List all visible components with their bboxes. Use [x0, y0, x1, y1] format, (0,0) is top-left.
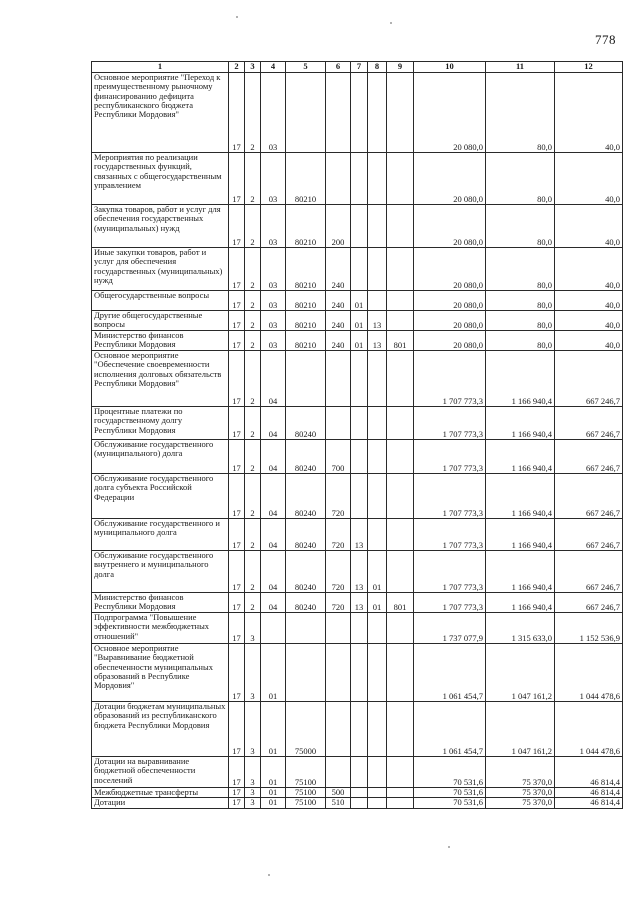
code-cell	[351, 153, 368, 205]
amount-cell: 80,0	[486, 248, 555, 291]
amount-cell: 1 737 077,9	[414, 613, 486, 644]
code-cell: 01	[368, 593, 387, 613]
row-name-cell: Дотации на выравнивание бюджетной обеспеченности поселений	[92, 757, 229, 788]
row-name-cell: Основное мероприятие "Выравнивание бюджетной обеспеченности муниципальных образований в Республике Мордовия"	[92, 644, 229, 702]
code-cell: 17	[229, 551, 245, 593]
row-name-cell: Мероприятия по реализации государственных функций, связанных с общегосударственным управлением	[92, 153, 229, 205]
amount-cell: 40,0	[555, 311, 623, 331]
code-cell: 720	[326, 519, 351, 551]
code-cell	[351, 474, 368, 519]
column-header: 4	[261, 62, 286, 73]
code-cell: 03	[261, 153, 286, 205]
row-name-cell: Основное мероприятие "Обеспечение своевременности исполнения долговых обязательств Республики Мордовия"	[92, 351, 229, 407]
code-cell: 17	[229, 613, 245, 644]
code-cell: 17	[229, 788, 245, 798]
code-cell	[387, 519, 414, 551]
code-cell	[286, 351, 326, 407]
code-cell	[351, 788, 368, 798]
code-cell	[368, 351, 387, 407]
row-name-cell: Процентные платежи по государственному долгу Республики Мордовия	[92, 407, 229, 440]
code-cell: 13	[351, 593, 368, 613]
code-cell: 80240	[286, 519, 326, 551]
code-cell	[387, 205, 414, 248]
code-cell	[326, 757, 351, 788]
amount-cell: 75 370,0	[486, 757, 555, 788]
code-cell: 17	[229, 153, 245, 205]
code-cell	[368, 474, 387, 519]
row-name-cell: Другие общегосударственные вопросы	[92, 311, 229, 331]
amount-cell: 1 166 940,4	[486, 593, 555, 613]
code-cell	[351, 757, 368, 788]
code-cell: 01	[261, 798, 286, 808]
amount-cell: 80,0	[486, 153, 555, 205]
amount-cell: 667 246,7	[555, 519, 623, 551]
code-cell: 03	[261, 248, 286, 291]
code-cell: 75100	[286, 798, 326, 808]
code-cell	[368, 798, 387, 808]
code-cell: 2	[245, 440, 261, 474]
amount-cell: 70 531,6	[414, 798, 486, 808]
code-cell: 75100	[286, 788, 326, 798]
code-cell	[387, 702, 414, 757]
code-cell	[326, 407, 351, 440]
amount-cell: 1 166 940,4	[486, 407, 555, 440]
code-cell	[351, 440, 368, 474]
code-cell: 13	[351, 551, 368, 593]
code-cell	[387, 757, 414, 788]
amount-cell: 75 370,0	[486, 798, 555, 808]
amount-cell: 1 152 536,9	[555, 613, 623, 644]
amount-cell: 46 814,4	[555, 757, 623, 788]
code-cell	[368, 613, 387, 644]
amount-cell: 1 166 940,4	[486, 519, 555, 551]
code-cell: 17	[229, 519, 245, 551]
code-cell: 03	[261, 291, 286, 311]
table-row	[92, 798, 623, 808]
page-number: 778	[595, 32, 616, 47]
row-name-cell: Закупка товаров, работ и услуг для обеспечения государственных (муниципальных) нужд	[92, 205, 229, 248]
column-header: 10	[414, 62, 486, 73]
amount-cell: 667 246,7	[555, 474, 623, 519]
code-cell	[368, 205, 387, 248]
amount-cell: 667 246,7	[555, 351, 623, 407]
column-header: 9	[387, 62, 414, 73]
code-cell	[326, 613, 351, 644]
code-cell	[387, 248, 414, 291]
table-row	[92, 407, 623, 440]
code-cell: 2	[245, 205, 261, 248]
code-cell	[368, 702, 387, 757]
code-cell: 2	[245, 291, 261, 311]
row-name-cell: Иные закупки товаров, работ и услуг для обеспечения государственных (муниципальных) нужд	[92, 248, 229, 291]
code-cell: 04	[261, 351, 286, 407]
amount-cell: 70 531,6	[414, 757, 486, 788]
amount-cell: 1 166 940,4	[486, 440, 555, 474]
amount-cell: 1 707 773,3	[414, 407, 486, 440]
code-cell: 01	[261, 644, 286, 702]
code-cell: 17	[229, 757, 245, 788]
amount-cell: 80,0	[486, 291, 555, 311]
table-row	[92, 291, 623, 311]
amount-cell: 20 080,0	[414, 331, 486, 351]
budget-table	[91, 61, 623, 809]
code-cell: 17	[229, 311, 245, 331]
code-cell: 80240	[286, 407, 326, 440]
table-row	[92, 519, 623, 551]
table-row	[92, 153, 623, 205]
code-cell: 04	[261, 407, 286, 440]
amount-cell: 667 246,7	[555, 407, 623, 440]
amount-cell: 1 707 773,3	[414, 474, 486, 519]
code-cell	[368, 407, 387, 440]
code-cell	[351, 702, 368, 757]
code-cell	[368, 153, 387, 205]
amount-cell: 20 080,0	[414, 73, 486, 153]
code-cell: 2	[245, 331, 261, 351]
table-row	[92, 551, 623, 593]
code-cell: 13	[368, 311, 387, 331]
code-cell: 80210	[286, 248, 326, 291]
code-cell: 17	[229, 248, 245, 291]
code-cell	[368, 788, 387, 798]
amount-cell: 1 707 773,3	[414, 593, 486, 613]
code-cell: 240	[326, 331, 351, 351]
code-cell: 80240	[286, 593, 326, 613]
code-cell: 80240	[286, 551, 326, 593]
code-cell	[368, 644, 387, 702]
code-cell	[368, 519, 387, 551]
column-header: 3	[245, 62, 261, 73]
column-header: 8	[368, 62, 387, 73]
code-cell: 17	[229, 798, 245, 808]
amount-cell: 20 080,0	[414, 205, 486, 248]
code-cell: 04	[261, 440, 286, 474]
code-cell: 04	[261, 519, 286, 551]
code-cell: 04	[261, 593, 286, 613]
row-name-cell: Дотации бюджетам муниципальных образований из республиканского бюджета Республики Мордовия	[92, 702, 229, 757]
code-cell	[351, 644, 368, 702]
code-cell: 2	[245, 407, 261, 440]
amount-cell: 20 080,0	[414, 153, 486, 205]
code-cell: 01	[351, 311, 368, 331]
amount-cell: 667 246,7	[555, 440, 623, 474]
amount-cell: 1 707 773,3	[414, 519, 486, 551]
code-cell: 240	[326, 248, 351, 291]
code-cell: 80210	[286, 311, 326, 331]
code-cell	[387, 474, 414, 519]
column-header: 6	[326, 62, 351, 73]
scan-speck	[236, 16, 238, 18]
amount-cell: 1 166 940,4	[486, 551, 555, 593]
amount-cell: 80,0	[486, 205, 555, 248]
code-cell	[351, 248, 368, 291]
code-cell	[387, 788, 414, 798]
code-cell: 200	[326, 205, 351, 248]
amount-cell: 1 707 773,3	[414, 440, 486, 474]
table-row	[92, 474, 623, 519]
amount-cell: 1 061 454,7	[414, 702, 486, 757]
code-cell	[387, 153, 414, 205]
column-header: 12	[555, 62, 623, 73]
code-cell: 17	[229, 351, 245, 407]
code-cell: 03	[261, 311, 286, 331]
table-row	[92, 593, 623, 613]
code-cell: 80210	[286, 291, 326, 311]
amount-cell: 1 166 940,4	[486, 351, 555, 407]
code-cell: 01	[368, 551, 387, 593]
table-row	[92, 311, 623, 331]
code-cell	[387, 407, 414, 440]
amount-cell: 20 080,0	[414, 291, 486, 311]
table-row	[92, 440, 623, 474]
code-cell	[387, 613, 414, 644]
table-row	[92, 248, 623, 291]
amount-cell: 70 531,6	[414, 788, 486, 798]
code-cell: 2	[245, 311, 261, 331]
code-cell: 17	[229, 593, 245, 613]
table-row	[92, 351, 623, 407]
code-cell	[326, 73, 351, 153]
scan-speck	[390, 22, 392, 24]
code-cell: 80210	[286, 205, 326, 248]
row-name-cell: Основное мероприятие "Переход к преимущественному рыночному финансированию дефицита республиканского бюджета Республики Мордовия"	[92, 73, 229, 153]
code-cell: 01	[261, 702, 286, 757]
code-cell: 17	[229, 644, 245, 702]
code-cell	[387, 73, 414, 153]
code-cell	[351, 798, 368, 808]
row-name-cell: Министерство финансов Республики Мордовия	[92, 593, 229, 613]
code-cell: 17	[229, 73, 245, 153]
code-cell	[326, 644, 351, 702]
table-row	[92, 757, 623, 788]
code-cell: 2	[245, 593, 261, 613]
row-name-cell: Министерство финансов Республики Мордовия	[92, 331, 229, 351]
code-cell	[368, 440, 387, 474]
table-row	[92, 73, 623, 153]
code-cell	[351, 351, 368, 407]
code-cell: 2	[245, 474, 261, 519]
amount-cell: 1 707 773,3	[414, 551, 486, 593]
amount-cell: 80,0	[486, 73, 555, 153]
code-cell: 17	[229, 474, 245, 519]
code-cell: 17	[229, 291, 245, 311]
row-name-cell: Подпрограмма "Повышение эффективности межбюджетных отношений"	[92, 613, 229, 644]
code-cell: 80240	[286, 474, 326, 519]
code-cell: 2	[245, 551, 261, 593]
code-cell: 80240	[286, 440, 326, 474]
code-cell: 240	[326, 291, 351, 311]
scan-speck	[268, 874, 270, 876]
code-cell: 01	[351, 291, 368, 311]
amount-cell: 20 080,0	[414, 248, 486, 291]
code-cell: 03	[261, 331, 286, 351]
code-cell	[387, 440, 414, 474]
code-cell	[326, 153, 351, 205]
code-cell: 3	[245, 757, 261, 788]
code-cell	[368, 291, 387, 311]
code-cell: 01	[261, 757, 286, 788]
code-cell	[368, 248, 387, 291]
code-cell: 75000	[286, 702, 326, 757]
table-row	[92, 702, 623, 757]
code-cell: 13	[351, 519, 368, 551]
code-cell: 510	[326, 798, 351, 808]
code-cell: 17	[229, 205, 245, 248]
code-cell: 01	[351, 331, 368, 351]
code-cell	[368, 73, 387, 153]
column-header: 11	[486, 62, 555, 73]
amount-cell: 1 047 161,2	[486, 702, 555, 757]
amount-cell: 667 246,7	[555, 593, 623, 613]
amount-cell: 46 814,4	[555, 788, 623, 798]
code-cell: 801	[387, 593, 414, 613]
code-cell	[351, 407, 368, 440]
code-cell: 17	[229, 702, 245, 757]
code-cell	[286, 613, 326, 644]
amount-cell: 40,0	[555, 291, 623, 311]
row-name-cell: Дотации	[92, 798, 229, 808]
row-name-cell: Межбюджетные трансферты	[92, 788, 229, 798]
code-cell	[286, 644, 326, 702]
code-cell: 80210	[286, 153, 326, 205]
code-cell: 720	[326, 551, 351, 593]
code-cell: 720	[326, 474, 351, 519]
column-header: 7	[351, 62, 368, 73]
code-cell: 04	[261, 551, 286, 593]
code-cell: 801	[387, 331, 414, 351]
code-cell: 75100	[286, 757, 326, 788]
code-cell	[387, 798, 414, 808]
column-header: 1	[92, 62, 229, 73]
amount-cell: 1 044 478,6	[555, 644, 623, 702]
table-row	[92, 331, 623, 351]
amount-cell: 80,0	[486, 311, 555, 331]
code-cell: 17	[229, 407, 245, 440]
code-cell	[387, 351, 414, 407]
code-cell	[368, 757, 387, 788]
code-cell: 01	[261, 788, 286, 798]
amount-cell: 1 707 773,3	[414, 351, 486, 407]
code-cell: 720	[326, 593, 351, 613]
code-cell	[387, 551, 414, 593]
code-cell: 2	[245, 351, 261, 407]
table-row	[92, 644, 623, 702]
table-header-row	[92, 62, 623, 73]
code-cell: 3	[245, 798, 261, 808]
row-name-cell: Обслуживание государственного и муниципального долга	[92, 519, 229, 551]
amount-cell: 667 246,7	[555, 551, 623, 593]
table-row	[92, 205, 623, 248]
column-header: 2	[229, 62, 245, 73]
code-cell	[387, 291, 414, 311]
code-cell	[351, 205, 368, 248]
code-cell: 2	[245, 519, 261, 551]
table-row	[92, 613, 623, 644]
code-cell: 2	[245, 153, 261, 205]
amount-cell: 40,0	[555, 331, 623, 351]
code-cell: 03	[261, 205, 286, 248]
code-cell: 80210	[286, 331, 326, 351]
code-cell	[387, 311, 414, 331]
code-cell	[261, 613, 286, 644]
code-cell: 240	[326, 311, 351, 331]
amount-cell: 20 080,0	[414, 311, 486, 331]
code-cell	[351, 613, 368, 644]
code-cell: 2	[245, 73, 261, 153]
code-cell: 17	[229, 331, 245, 351]
amount-cell: 40,0	[555, 248, 623, 291]
code-cell	[326, 702, 351, 757]
code-cell: 3	[245, 644, 261, 702]
amount-cell: 1 061 454,7	[414, 644, 486, 702]
code-cell: 700	[326, 440, 351, 474]
code-cell: 13	[368, 331, 387, 351]
code-cell: 03	[261, 73, 286, 153]
code-cell: 17	[229, 440, 245, 474]
amount-cell: 75 370,0	[486, 788, 555, 798]
table-row	[92, 788, 623, 798]
amount-cell: 80,0	[486, 331, 555, 351]
code-cell: 04	[261, 474, 286, 519]
code-cell: 3	[245, 613, 261, 644]
column-header: 5	[286, 62, 326, 73]
amount-cell: 1 044 478,6	[555, 702, 623, 757]
amount-cell: 1 166 940,4	[486, 474, 555, 519]
row-name-cell: Обслуживание государственного долга субъекта Российской Федерации	[92, 474, 229, 519]
amount-cell: 1 315 633,0	[486, 613, 555, 644]
amount-cell: 46 814,4	[555, 798, 623, 808]
amount-cell: 40,0	[555, 153, 623, 205]
code-cell	[326, 351, 351, 407]
row-name-cell: Обслуживание государственного внутреннего и муниципального долга	[92, 551, 229, 593]
code-cell: 3	[245, 788, 261, 798]
code-cell: 3	[245, 702, 261, 757]
code-cell	[387, 644, 414, 702]
scan-speck	[448, 846, 450, 848]
amount-cell: 1 047 161,2	[486, 644, 555, 702]
amount-cell: 40,0	[555, 205, 623, 248]
code-cell	[286, 73, 326, 153]
row-name-cell: Общегосударственные вопросы	[92, 291, 229, 311]
amount-cell: 40,0	[555, 73, 623, 153]
code-cell	[351, 73, 368, 153]
code-cell: 2	[245, 248, 261, 291]
code-cell: 500	[326, 788, 351, 798]
row-name-cell: Обслуживание государственного (муниципального) долга	[92, 440, 229, 474]
